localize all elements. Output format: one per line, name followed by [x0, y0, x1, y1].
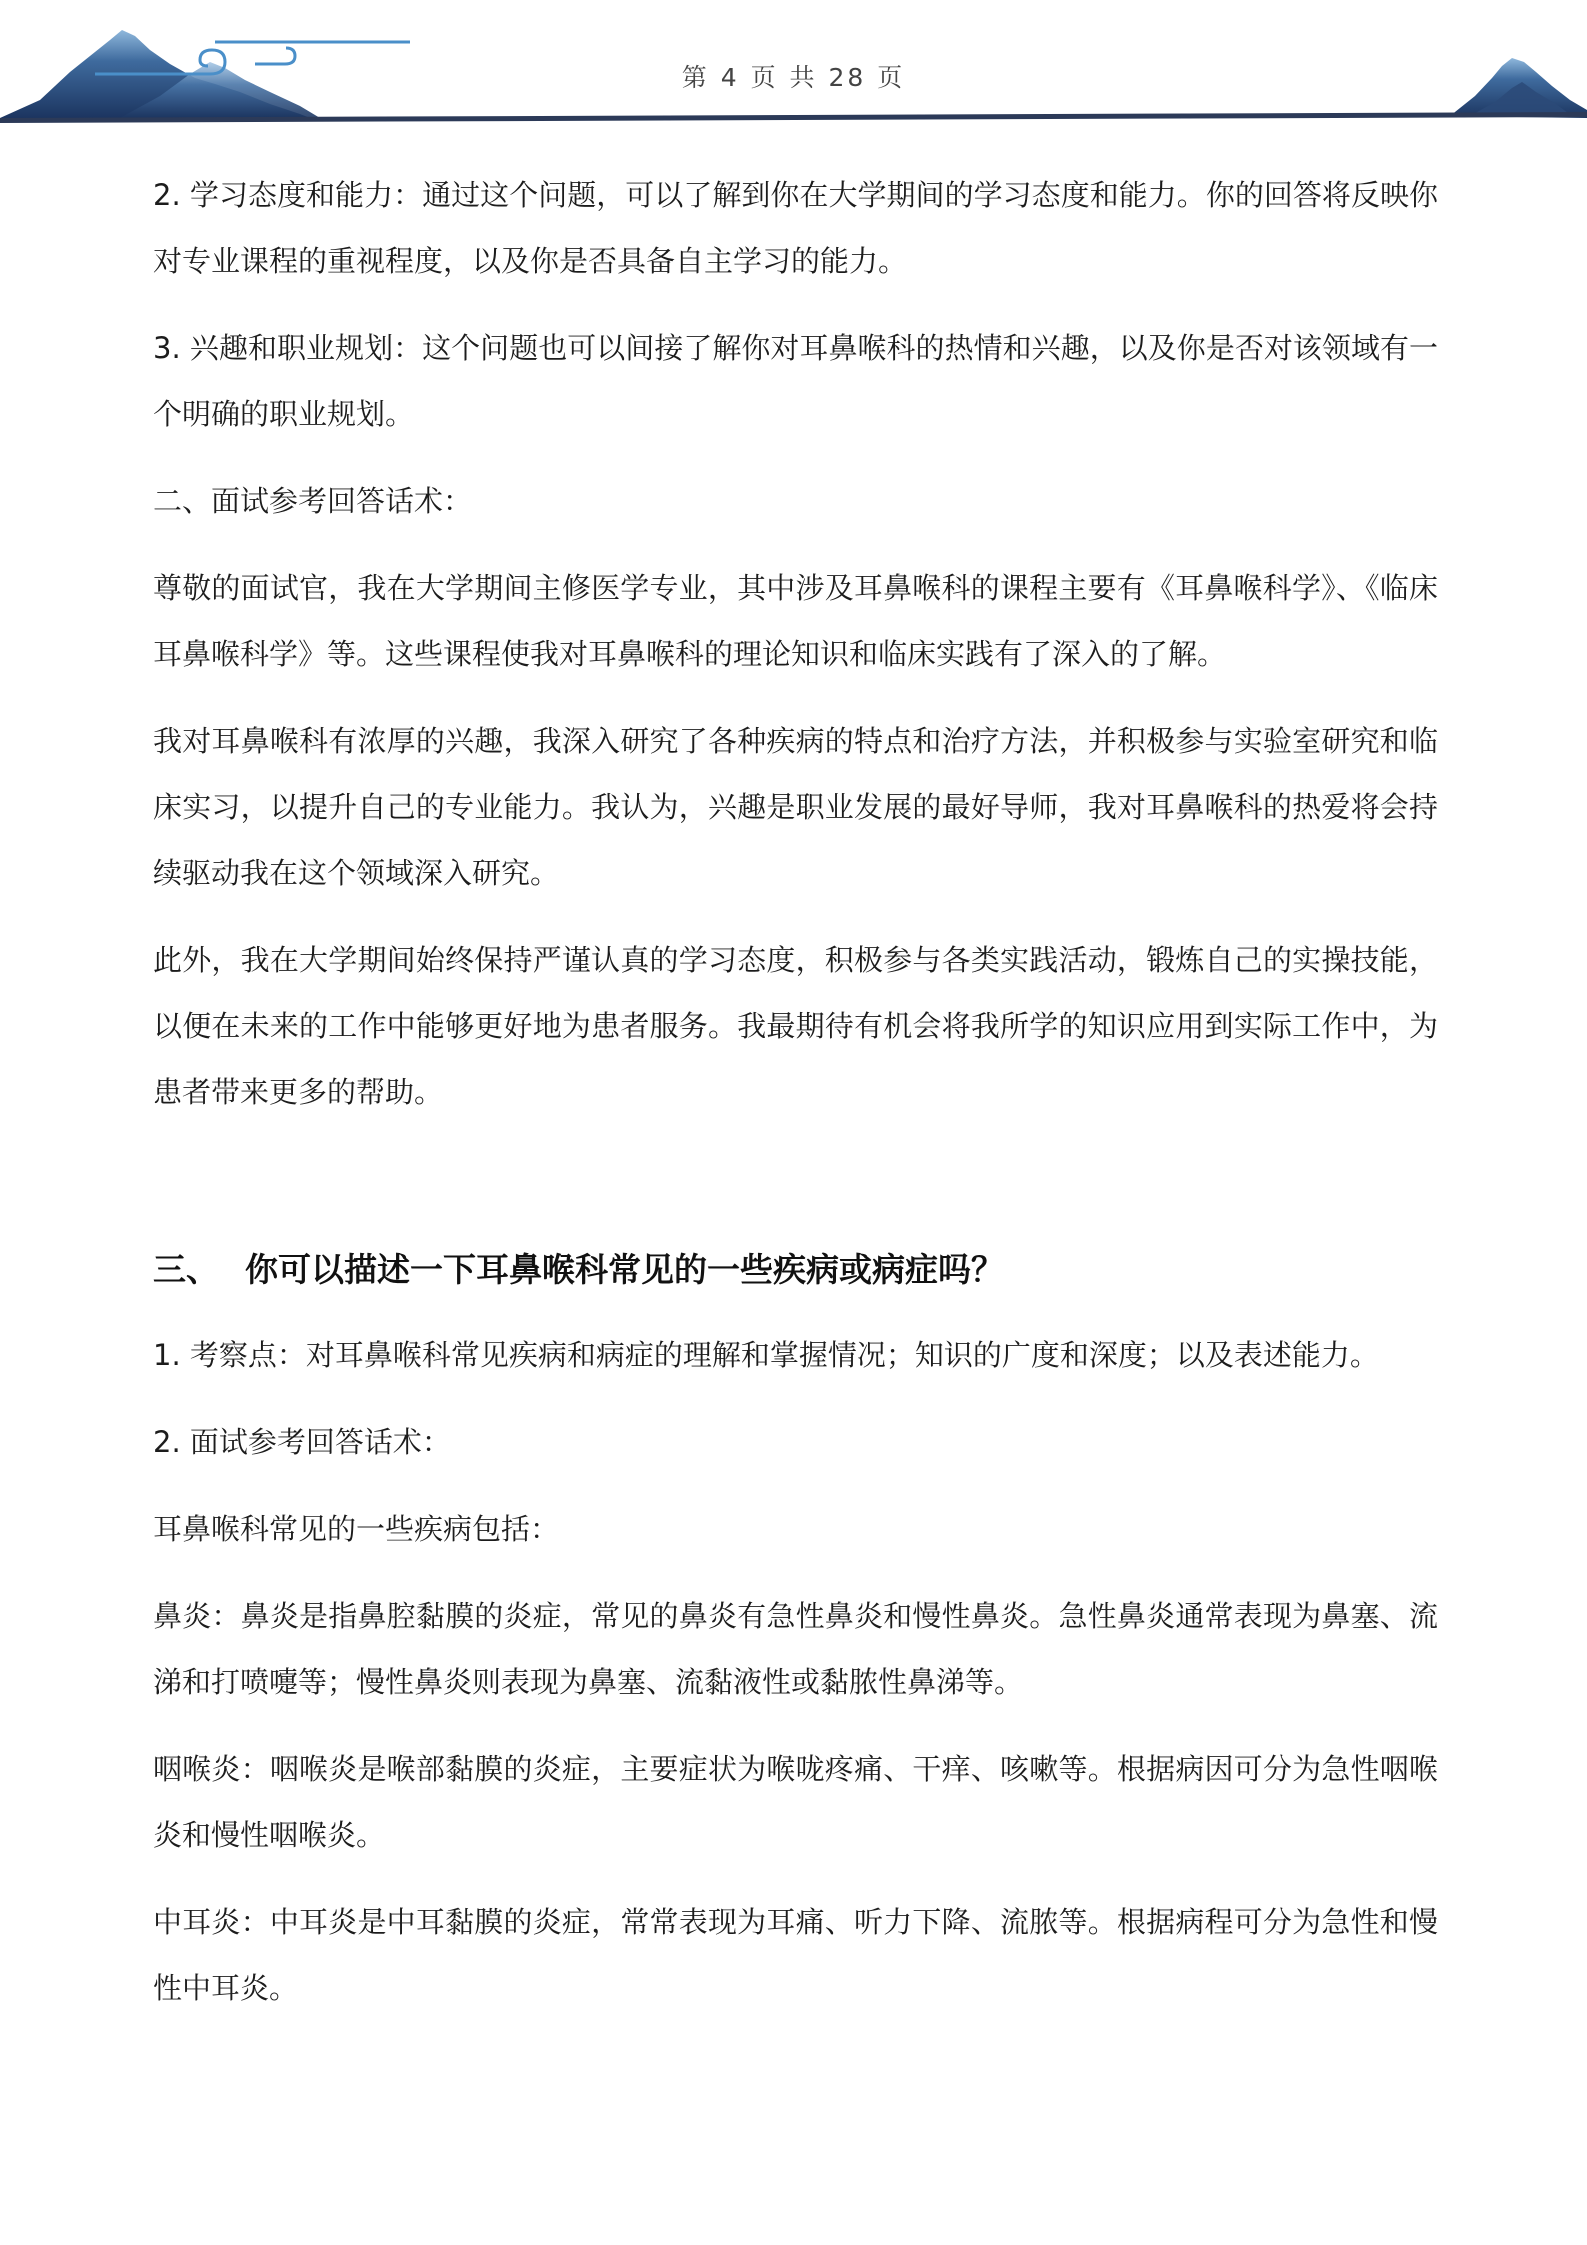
paragraph: 咽喉炎：咽喉炎是喉部黏膜的炎症，主要症状为喉咙疼痛、干痒、咳嗽等。根据病因可分为急性咽喉炎和慢性咽喉炎。 — [153, 1752, 1438, 1852]
page-number: 第 4 页 共 28 页 — [681, 63, 906, 92]
paragraph: 2. 学习态度和能力：通过这个问题，可以了解到你在大学期间的学习态度和能力。你的回答将反映你对专业课程的重视程度，以及你是否具备自主学习的能力。 — [153, 178, 1438, 278]
paragraph: 耳鼻喉科常见的一些疾病包括： — [153, 1512, 560, 1546]
section-title: 你可以描述一下耳鼻喉科常见的一些疾病或病症吗？ — [245, 1250, 1004, 1289]
section-number: 三、 — [153, 1250, 219, 1289]
paragraph: 尊敬的面试官，我在大学期间主修医学专业，其中涉及耳鼻喉科的课程主要有《耳鼻喉科学》、《临床耳鼻喉科学》等。这些课程使我对耳鼻喉科的理论知识和临床实践有了深入的了解。 — [153, 571, 1438, 671]
paragraph: 中耳炎：中耳炎是中耳黏膜的炎症，常常表现为耳痛、听力下降、流脓等。根据病程可分为急性和慢性中耳炎。 — [153, 1905, 1438, 2005]
paragraph: 此外，我在大学期间始终保持严谨认真的学习态度，积极参与各类实践活动，锻炼自己的实操技能，以便在未来的工作中能够更好地为患者服务。我最期待有机会将我所学的知识应用到实际工作中，为患者带来更多的帮助。 — [153, 943, 1438, 1109]
page-header — [0, 0, 1587, 130]
subheading: 二、面试参考回答话术： — [153, 484, 473, 518]
paragraph: 3. 兴趣和职业规划：这个问题也可以间接了解你对耳鼻喉科的热情和兴趣，以及你是否对该领域有一个明确的职业规划。 — [153, 331, 1438, 431]
paragraph: 1. 考察点：对耳鼻喉科常见疾病和病症的理解和掌握情况；知识的广度和深度；以及表述能力。 — [153, 1338, 1379, 1372]
paragraph: 鼻炎：鼻炎是指鼻腔黏膜的炎症，常见的鼻炎有急性鼻炎和慢性鼻炎。急性鼻炎通常表现为鼻塞、流涕和打喷嚏等；慢性鼻炎则表现为鼻塞、流黏液性或黏脓性鼻涕等。 — [153, 1599, 1438, 1699]
paragraph: 我对耳鼻喉科有浓厚的兴趣，我深入研究了各种疾病的特点和治疗方法，并积极参与实验室研究和临床实习，以提升自己的专业能力。我认为，兴趣是职业发展的最好导师，我对耳鼻喉科的热爱将会持续驱动我在这个领域深入研究。 — [153, 724, 1438, 890]
document-body — [153, 162, 1438, 2042]
subheading: 2. 面试参考回答话术： — [153, 1425, 451, 1459]
section-heading — [153, 1237, 1438, 1303]
